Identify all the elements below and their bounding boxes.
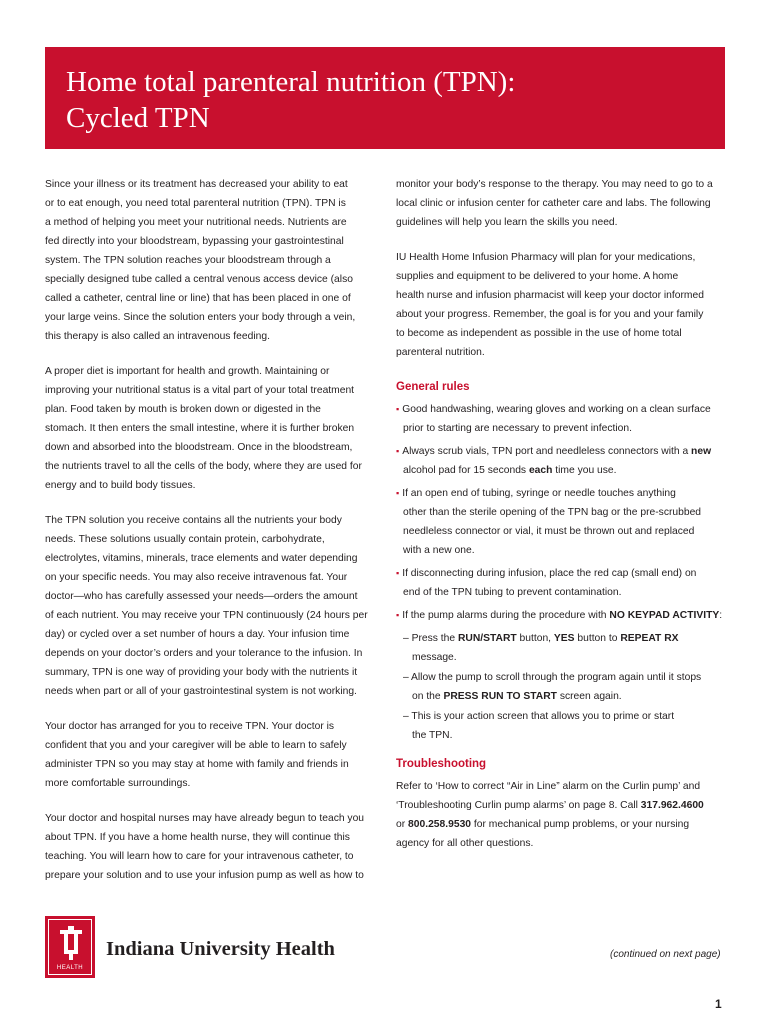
text-line bbox=[396, 687, 726, 706]
text-line: about your progress. Remember, the goal is for you and your family bbox=[396, 309, 704, 320]
text-fragment: – Press the bbox=[403, 633, 458, 644]
text-line: local clinic or infusion center for catheter care and labs. The following bbox=[396, 198, 711, 209]
text-line bbox=[396, 629, 726, 648]
text-line: other than the sterile opening of the TPN bag or the pre-scrubbed bbox=[403, 507, 702, 518]
text-line: doctor—who has carefully assessed your needs—orders the amount bbox=[45, 591, 358, 602]
emphasis: RUN/START bbox=[457, 633, 517, 644]
text-fragment: screen again. bbox=[556, 691, 622, 702]
text-line: supplies and equipment to be delivered to your home. A home bbox=[396, 271, 679, 282]
text-fragment: alcohol pad for 15 seconds bbox=[403, 465, 529, 476]
phone-number: 800.258.9530 bbox=[408, 819, 472, 830]
text-line: A proper diet is important for health and growth. Maintaining or bbox=[45, 366, 330, 377]
text-line: down and absorbed into the bloodstream. Once in the bloodstream, bbox=[45, 442, 353, 453]
text-line: prepare your solution and to use your infusion pump as well as how to bbox=[45, 870, 364, 881]
text-fragment: If the pump alarms during the procedure with bbox=[402, 610, 610, 621]
text-line bbox=[396, 442, 726, 461]
emphasis: NO KEYPAD ACTIVITY bbox=[609, 610, 720, 621]
text-fragment: If an open end of tubing, syringe or needle touches anything bbox=[402, 488, 676, 499]
text-line: to become as independent as possible in the use of home total bbox=[396, 328, 682, 339]
text-line: depends on your doctor’s orders and your tolerance to the infusion. In bbox=[45, 648, 363, 659]
intro-paragraph bbox=[45, 175, 380, 346]
text-line: guidelines will help you learn the skills you need. bbox=[396, 217, 618, 228]
text-line: confident that you and your caregiver will be able to learn to safely bbox=[45, 740, 347, 751]
text-line: this therapy is also called an intravenous feeding. bbox=[45, 331, 270, 342]
text-line: monitor your body’s response to the therapy. You may need to go to a bbox=[396, 179, 713, 190]
text-line bbox=[396, 484, 726, 503]
pharmacy-paragraph bbox=[396, 248, 726, 362]
rule-disconnect bbox=[396, 564, 726, 602]
text-line: fed directly into your bloodstream, bypassing your gastrointestinal bbox=[45, 236, 344, 247]
right-column bbox=[396, 175, 726, 869]
text-line: Refer to ‘How to correct “Air in Line” alarm on the Curlin pump’ and bbox=[396, 781, 701, 792]
bullet-icon: ▪ bbox=[396, 446, 400, 456]
text-line bbox=[396, 400, 726, 419]
text-line: stomach. It then enters the small intestine, where it is further broken bbox=[45, 423, 355, 434]
text-fragment: Good handwashing, wearing gloves and working on a clean surface bbox=[402, 404, 711, 415]
text-line: system. The TPN solution reaches your bloodstream through a bbox=[45, 255, 331, 266]
text-line: of each nutrient. You may receive your TPN continuously (24 hours per bbox=[45, 610, 368, 621]
text-line: needs. These solutions usually contain protein, carbohydrate, bbox=[45, 534, 325, 545]
emphasis: PRESS RUN TO START bbox=[443, 691, 557, 702]
monitor-paragraph bbox=[396, 175, 726, 232]
text-fragment: button to bbox=[574, 633, 621, 644]
text-line: or to eat enough, you need total parenteral nutrition (TPN). TPN is bbox=[45, 198, 346, 209]
continued-note: (continued on next page) bbox=[610, 949, 721, 960]
emphasis: YES bbox=[553, 633, 575, 644]
text-line: day) or cycled over a set number of hours a day. Your infusion time bbox=[45, 629, 350, 640]
page-title-line-2: Cycled TPN bbox=[66, 102, 210, 134]
text-line: The TPN solution you receive contains all the nutrients your body bbox=[45, 515, 342, 526]
logo-frame bbox=[48, 919, 92, 975]
text-line: summary, TPN is one way of providing your body with the nutrients it bbox=[45, 667, 358, 678]
text-line: end of the TPN tubing to prevent contamination. bbox=[403, 587, 622, 598]
title-banner bbox=[45, 47, 725, 149]
pump-step-scroll bbox=[396, 668, 726, 706]
text-line: plan. Food taken by mouth is broken down or digested in the bbox=[45, 404, 321, 415]
text-line: administer TPN so you may stay at home with family and friends in bbox=[45, 759, 349, 770]
text-line: – Allow the pump to scroll through the program again until it stops bbox=[403, 672, 702, 683]
text-fragment: on the bbox=[412, 691, 444, 702]
text-line: health nurse and infusion pharmacist will keep your doctor informed bbox=[396, 290, 704, 301]
text-fragment: for mechanical pump problems, or your nursing bbox=[471, 819, 690, 830]
brand-name: Indiana University Health bbox=[106, 938, 335, 960]
text-fragment: or bbox=[396, 819, 409, 830]
logo-wordmark: HEALTH bbox=[56, 965, 84, 971]
text-fragment: ‘Troubleshooting Curlin pump alarms’ on page 8. Call bbox=[396, 800, 641, 811]
text-line: improving your nutritional status is a vital part of your total treatment bbox=[45, 385, 355, 396]
text-line: called a catheter, central line or line) that has been placed in one of bbox=[45, 293, 351, 304]
pump-step-action bbox=[396, 707, 726, 745]
bullet-icon: ▪ bbox=[396, 404, 400, 414]
phone-number: 317.962.4600 bbox=[640, 800, 704, 811]
emphasis: each bbox=[528, 465, 553, 476]
troubleshooting-heading: Troubleshooting bbox=[396, 758, 487, 770]
diet-paragraph bbox=[45, 362, 380, 495]
teaching-paragraph bbox=[45, 809, 380, 885]
page-title-line-1: Home total parenteral nutrition (TPN): bbox=[66, 66, 516, 98]
text-line: specially designed tube called a central venous access device (also bbox=[45, 274, 353, 285]
rule-pump-alarm bbox=[396, 606, 726, 625]
text-line: Your doctor and hospital nurses may have already begun to teach you bbox=[45, 813, 365, 824]
text-line: Your doctor has arranged for you to receive TPN. Your doctor is bbox=[45, 721, 335, 732]
text-line: with a new one. bbox=[403, 545, 475, 556]
bullet-icon: ▪ bbox=[396, 610, 400, 620]
troubleshooting-paragraph bbox=[396, 777, 726, 853]
text-line: about TPN. If you have a home health nurse, they will continue this bbox=[45, 832, 350, 843]
text-line: parenteral nutrition. bbox=[396, 347, 485, 358]
text-fragment: : bbox=[719, 610, 723, 621]
iu-health-logo bbox=[45, 916, 95, 978]
left-column bbox=[45, 175, 380, 901]
text-line: Since your illness or its treatment has decreased your ability to eat bbox=[45, 179, 348, 190]
text-fragment: If disconnecting during infusion, place the red cap (small end) on bbox=[402, 568, 697, 579]
text-fragment: button, bbox=[516, 633, 554, 644]
text-line: teaching. You will learn how to care for your intravenous catheter, to bbox=[45, 851, 354, 862]
text-line: – This is your action screen that allows you to prime or start bbox=[403, 711, 675, 722]
text-fragment: Always scrub vials, TPN port and needleless connectors with a bbox=[402, 446, 692, 457]
emphasis: REPEAT RX bbox=[620, 633, 679, 644]
emphasis: new bbox=[691, 446, 712, 457]
text-line: IU Health Home Infusion Pharmacy will plan for your medications, bbox=[396, 252, 696, 263]
text-line: needleless connector or vial, it must be thrown out and replaced bbox=[403, 526, 695, 537]
text-line: message. bbox=[412, 652, 457, 663]
arrangement-paragraph bbox=[45, 717, 380, 793]
text-line: electrolytes, vitamins, minerals, trace elements and water depending bbox=[45, 553, 358, 564]
rule-handwashing bbox=[396, 400, 726, 438]
text-line bbox=[396, 815, 726, 834]
pump-step-press bbox=[396, 629, 726, 667]
text-line: needs when part or all of your gastrointestinal system is not working. bbox=[45, 686, 357, 697]
text-line: the TPN. bbox=[412, 730, 453, 741]
text-line: more comfortable surroundings. bbox=[45, 778, 191, 789]
text-line: the nutrients travel to all the cells of the body, where they are used for bbox=[45, 461, 362, 472]
text-line: your large veins. Since the solution enters your body through a vein, bbox=[45, 312, 356, 323]
text-line bbox=[396, 606, 726, 625]
text-line bbox=[396, 461, 726, 480]
trident-icon bbox=[50, 924, 92, 966]
bullet-icon: ▪ bbox=[396, 488, 400, 498]
rule-scrub bbox=[396, 442, 726, 480]
text-line: prior to starting are necessary to prevent infection. bbox=[403, 423, 632, 434]
solution-paragraph bbox=[45, 511, 380, 701]
text-line: a method of helping you meet your nutritional needs. Nutrients are bbox=[45, 217, 347, 228]
text-fragment: time you use. bbox=[552, 465, 617, 476]
page-number: 1 bbox=[715, 997, 722, 1011]
text-line: energy and to build body tissues. bbox=[45, 480, 196, 491]
text-line: agency for all other questions. bbox=[396, 838, 534, 849]
text-line bbox=[396, 796, 726, 815]
rule-open-end bbox=[396, 484, 726, 560]
bullet-icon: ▪ bbox=[396, 568, 400, 578]
general-rules-heading: General rules bbox=[396, 381, 470, 393]
text-line: on your specific needs. You may also receive intravenous fat. Your bbox=[45, 572, 348, 583]
text-line bbox=[396, 564, 726, 583]
